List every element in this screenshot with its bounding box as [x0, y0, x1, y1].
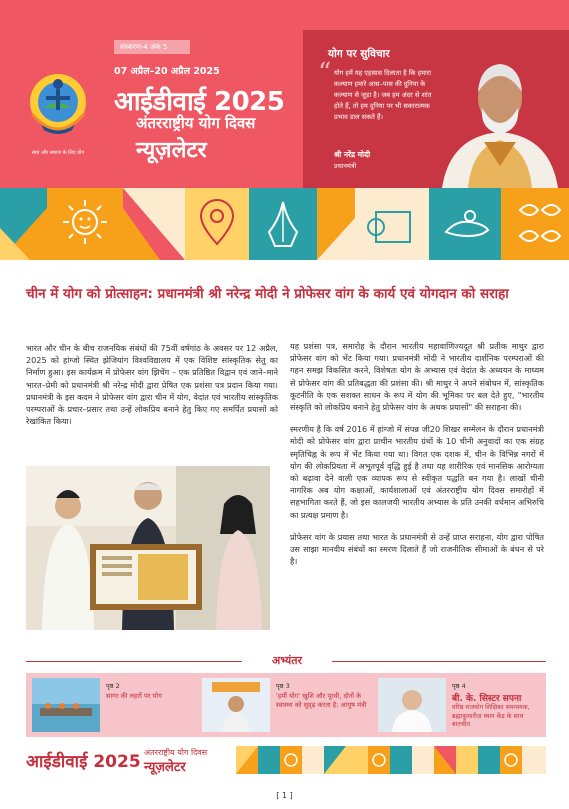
idy-logo-icon: [22, 62, 94, 160]
quote-heading: योग पर सुविचार: [328, 48, 390, 60]
quote-author: श्री नरेंद्र मोदी: [334, 150, 371, 159]
inside-page-number: पृष्ठ 4: [452, 682, 466, 690]
footer-tile-pattern: [236, 746, 546, 774]
inside-item-page-3[interactable]: [202, 678, 372, 732]
quote-mark-icon: “: [318, 58, 332, 88]
inside-item-text: सागर की लहरों पर योग: [106, 692, 162, 700]
article-paragraph: स्मरणीय है कि वर्ष 2016 में हांग्जो में संपन्न जी20 शिखर सम्मेलन के दौरान प्रधानमंत्री मोदी को प्रोफेसर वांग द्वारा प्राचीन भारतीय ग्रंथों के 10 चीनी अनुवादों का एक संग्रह स्मृतिचिह्न के रूप में भेंट किया गया था। विगत एक दशक में, चीन के विभिन्न नगरों में योग की लोकप्रियता में अभूतपूर्व वृद्धि हुई है तथा यह शारीरिक एवं मानसिक आरोग्यता को बढ़ावा देने वाली एक व्यापक रूप से स्वीकृत पद्धति बन गया है। लाखों चीनी नागरिक अब योग कक्षाओं, कार्यशालाओं एवं अंतरराष्ट्रीय योग दिवस समारोहों में सहभागिता करते हैं, जो इस कालजयी भारतीय अभ्यास के प्रति उनकी वर्धमान अभिरुचि का प्रत्यक्ष प्रमाण है।: [290, 424, 544, 520]
article-column-right: [290, 340, 544, 577]
footer-subtitle-2: न्यूज़लेटर: [144, 760, 186, 775]
logo-caption: स्वयं और समाज के लिए योग: [31, 150, 85, 156]
inside-page-number: पृष्ठ 3: [276, 682, 290, 690]
decorative-tile-strip: [0, 188, 569, 260]
issue-label: संस्करण-4 अंक 5: [114, 40, 190, 54]
quote-text: योग हमें यह एहसास दिलाता है कि हमारा कल्याण हमारे आस–पास की दुनिया के कल्याण से जुड़ा है। जब हम अंदर से शांत होते हैं, तो हम दुनिया पर भी सकारात्मक प्रभाव डाल सकते हैं।: [334, 69, 432, 121]
article-paragraph: यह प्रशंसा पत्र, समारोह के दौरान भारतीय महावाणिज्यदूत श्री प्रतीक माथुर द्वारा प्रोफेसर वांग को भेंट किया गया। प्रधानमंत्री मोदी ने भारतीय दार्शनिक परम्पराओं की गहन समझ विकसित करने, विशेषतः योग के अभ्यास एवं वेदांत के अध्ययन के माध्यम से प्रोफेसर वांग की प्रतिबद्धता की प्रशंसा की। श्री माथुर ने अपने संबोधन में, सांस्कृतिक कूटनीति के एक सशक्त साधन के रूप में योग की भूमिका पर बल देते हुए, "भारतीय संस्कृति को लोकप्रिय बनाने हेतु प्रोफेसर वांग के अथक प्रयासों" की सराहना की।: [290, 341, 544, 413]
article-title: चीन में योग को प्रोत्साहन: प्रधानमंत्री श्री नरेन्द्र मोदी ने प्रोफेसर वांग के कार्य एवं योगदान को सराहा: [26, 286, 509, 302]
inside-item-title: बी. के. सिस्टर सपना: [452, 694, 522, 704]
inside-item-text: वरिष्ठ राजयोग शिक्षिका समन्वयक, ब्रह्माकुमारीज़ ध्यान केंद्र के साथ बातचीत: [452, 704, 530, 728]
thumbnail-ayush-minister: [202, 678, 270, 732]
newsletter-subtitle-2: न्यूज़लेटर: [136, 138, 207, 163]
inside-section-header: [26, 654, 546, 668]
issue-dates: 07 अप्रैल–20 अप्रैल 2025: [114, 66, 220, 77]
article-paragraph: प्रोफेसर वांग के प्रयास तथा भारत के प्रधानमंत्री से उन्हें प्राप्त सराहना, योग द्वारा पोषित उस साझा मानवीय संबंधों का स्मरण दिलाते हैं जो राजनीतिक सीमाओं के बंधन से परे है।: [290, 531, 544, 567]
masthead: [0, 0, 569, 188]
inside-heading: अभ्यंतर: [242, 653, 332, 668]
inside-item-text: 'हमीं योग' खुशि और पूरवी, दोनों के स्वास्थ्य को सुदृढ़ करता है: आयुष मंत्री: [276, 692, 367, 709]
footer-subtitle: अंतरराष्ट्रीय योग दिवस: [144, 748, 208, 757]
thumbnail-sea-yoga: [32, 678, 100, 732]
inside-contents-box: [26, 673, 546, 737]
newsletter-title: आईडीवाई 2025: [114, 87, 285, 117]
pm-portrait: [432, 46, 569, 188]
article-column-left: [26, 342, 278, 437]
inside-page-number: पृष्ठ 2: [106, 682, 120, 690]
thumbnail-sister-sapna: [378, 678, 446, 732]
inside-item-page-4[interactable]: [378, 678, 542, 732]
footer-title: आईडीवाई 2025: [26, 752, 141, 772]
page-number: [ 1 ]: [276, 791, 293, 800]
article-paragraph: भारत और चीन के बीच राजनयिक संबंधों की 75वीं वर्षगांठ के अवसर पर 12 अप्रैल, 2025 को हांग्जो स्थित झेजियांग विश्वविद्यालय में एक विशिष्ट सांस्कृतिक सेतु का निर्माण हुआ। इस कार्यक्रम में प्रोफेसर वांग झिचेंग – एक प्रतिष्ठित विद्वान एवं जाने–माने भारत–प्रेमी को प्रधानमंत्री श्री नरेन्द्र मोदी द्वारा प्रेषित एक प्रशंसा पत्र प्रदान किया गया। प्रधानमंत्री के इस कदम ने प्रोफेसर वांग द्वारा चीन में योग, वेदांत एवं भारतीय सांस्कृतिक परम्पराओं के प्रचार–प्रसार तथा उन्हें लोकप्रिय बनाने हेतु किए गए समर्पित प्रयासों को रेखांकित किया।: [26, 343, 278, 427]
quote-author-role: प्रधानमंत्री: [334, 162, 357, 170]
inside-item-page-2[interactable]: [32, 678, 198, 732]
newsletter-subtitle: अंतरराष्ट्रीय योग दिवस: [136, 114, 256, 132]
award-ceremony-photo: [26, 466, 270, 630]
